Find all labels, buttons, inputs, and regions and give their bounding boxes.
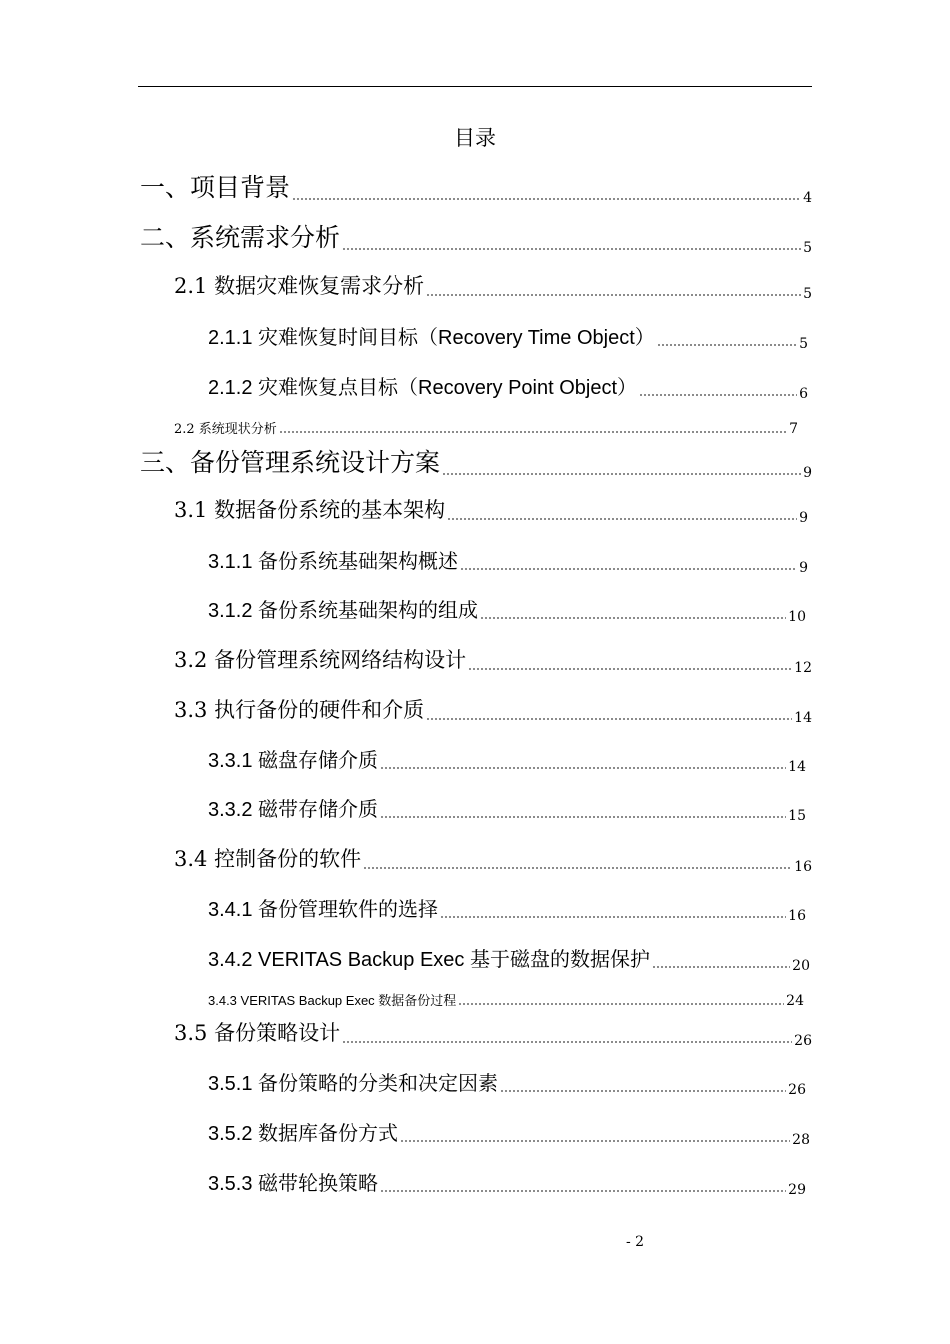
toc-entry-label: 3.1.1 备份系统基础架构概述 (208, 551, 459, 573)
toc-entry[interactable] (208, 371, 808, 400)
toc-entry-page: 4 (803, 190, 812, 206)
toc-entry-label: 2.1.2 灾难恢复点目标（Recovery Point Object） (208, 377, 638, 399)
toc-leader-dots (426, 293, 801, 297)
toc-leader-dots (279, 430, 787, 434)
toc-leader-dots (292, 197, 801, 201)
toc-leader-dots (380, 766, 786, 770)
page-number-footer: - 2 (626, 1234, 645, 1250)
toc-leader-dots (460, 567, 797, 571)
toc-entry-label: 2.1.1 灾难恢复时间目标（Recovery Time Object） (208, 327, 655, 349)
toc-entry[interactable] (174, 418, 798, 437)
toc-entry[interactable] (140, 218, 812, 254)
toc-leader-dots (363, 866, 792, 870)
toc-leader-dots (342, 247, 801, 251)
toc-entry-page: 5 (803, 286, 812, 302)
toc-entry[interactable] (208, 893, 806, 922)
toc-entry-label: 3.3.2 磁带存储介质 (208, 799, 379, 821)
toc-entry-page: 9 (803, 465, 812, 481)
header-rule (138, 86, 812, 87)
toc-entry[interactable] (208, 943, 810, 972)
toc-entry[interactable] (140, 168, 812, 204)
toc-leader-dots (480, 616, 786, 620)
toc-entry[interactable] (208, 744, 806, 773)
toc-entry[interactable] (208, 545, 808, 574)
toc-entry-page: 16 (794, 859, 812, 875)
toc-entry-label: 3.1 数据备份系统的基本架构 (174, 498, 446, 522)
toc-leader-dots (657, 343, 797, 347)
toc-entry[interactable] (208, 990, 804, 1009)
toc-title: 目录 (454, 126, 496, 150)
toc-entry-label: 3.2 备份管理系统网络结构设计 (174, 648, 467, 672)
toc-leader-dots (400, 1139, 790, 1143)
toc-entry-label: 一、项目背景 (140, 173, 291, 202)
toc-leader-dots (458, 1002, 784, 1006)
toc-entry-label: 3.4.3 VERITAS Backup Exec 数据备份过程 (208, 993, 457, 1008)
toc-entry-page: 26 (788, 1082, 806, 1098)
toc-entry-label: 3.4.1 备份管理软件的选择 (208, 899, 439, 921)
toc-entry-label: 3.3 执行备份的硬件和介质 (174, 698, 425, 722)
toc-entry-page: 16 (788, 908, 806, 924)
toc-entry[interactable] (208, 1117, 810, 1146)
toc-leader-dots (468, 667, 792, 671)
toc-entry[interactable] (174, 843, 812, 873)
toc-entry-label: 3.5.3 磁带轮换策略 (208, 1173, 379, 1195)
toc-entry-page: 20 (792, 958, 810, 974)
toc-entry-page: 24 (786, 993, 804, 1009)
toc-leader-dots (652, 965, 790, 969)
toc-leader-dots (500, 1089, 786, 1093)
toc-entry-label: 二、系统需求分析 (140, 223, 341, 252)
toc-entry-page: 14 (788, 759, 806, 775)
toc-leader-dots (440, 915, 786, 919)
toc-entry-page: 26 (794, 1033, 812, 1049)
toc-leader-dots (442, 472, 801, 476)
toc-entry-page: 15 (788, 808, 806, 824)
toc-entry-label: 3.5.2 数据库备份方式 (208, 1123, 399, 1145)
toc-leader-dots (380, 1189, 786, 1193)
toc-entry[interactable] (174, 644, 812, 674)
toc-entry[interactable] (174, 270, 812, 300)
toc-entry[interactable] (140, 443, 812, 479)
toc-entry[interactable] (174, 494, 808, 524)
toc-entry[interactable] (208, 793, 806, 822)
toc-entry-page: 29 (788, 1182, 806, 1198)
toc-entry-page: 5 (799, 336, 808, 352)
toc-entry[interactable] (208, 321, 808, 350)
toc-entry-label: 3.3.1 磁盘存储介质 (208, 750, 379, 772)
toc-entry[interactable] (174, 1017, 812, 1047)
toc-entry-page: 6 (799, 386, 808, 402)
toc-entry-label: 2.1 数据灾难恢复需求分析 (174, 274, 425, 298)
toc-entry-label: 3.5.1 备份策略的分类和决定因素 (208, 1073, 499, 1095)
toc-entry-label: 3.5 备份策略设计 (174, 1021, 341, 1045)
toc-entry[interactable] (208, 594, 806, 623)
toc-entry-label: 3.1.2 备份系统基础架构的组成 (208, 600, 479, 622)
toc-entry-page: 7 (789, 421, 798, 437)
toc-entry-label: 3.4 控制备份的软件 (174, 847, 362, 871)
toc-entry-page: 5 (803, 240, 812, 256)
toc-leader-dots (426, 717, 792, 721)
toc-leader-dots (342, 1040, 792, 1044)
toc-leader-dots (380, 815, 786, 819)
toc-entry-page: 9 (799, 510, 808, 526)
toc-entry[interactable] (208, 1167, 806, 1196)
toc-entry-page: 9 (799, 560, 808, 576)
toc-entry-label: 3.4.2 VERITAS Backup Exec 基于磁盘的数据保护 (208, 949, 650, 971)
toc-leader-dots (639, 393, 797, 397)
toc-entry-page: 10 (788, 609, 806, 625)
toc-entry-label: 2.2 系统现状分析 (174, 422, 277, 437)
toc-entry-page: 12 (794, 660, 812, 676)
toc-entry-label: 三、备份管理系统设计方案 (140, 448, 441, 477)
toc-entry-page: 28 (792, 1132, 810, 1148)
toc-entry-page: 14 (794, 710, 812, 726)
toc-entry[interactable] (174, 694, 812, 724)
toc-leader-dots (447, 517, 797, 521)
toc-entry[interactable] (208, 1067, 806, 1096)
